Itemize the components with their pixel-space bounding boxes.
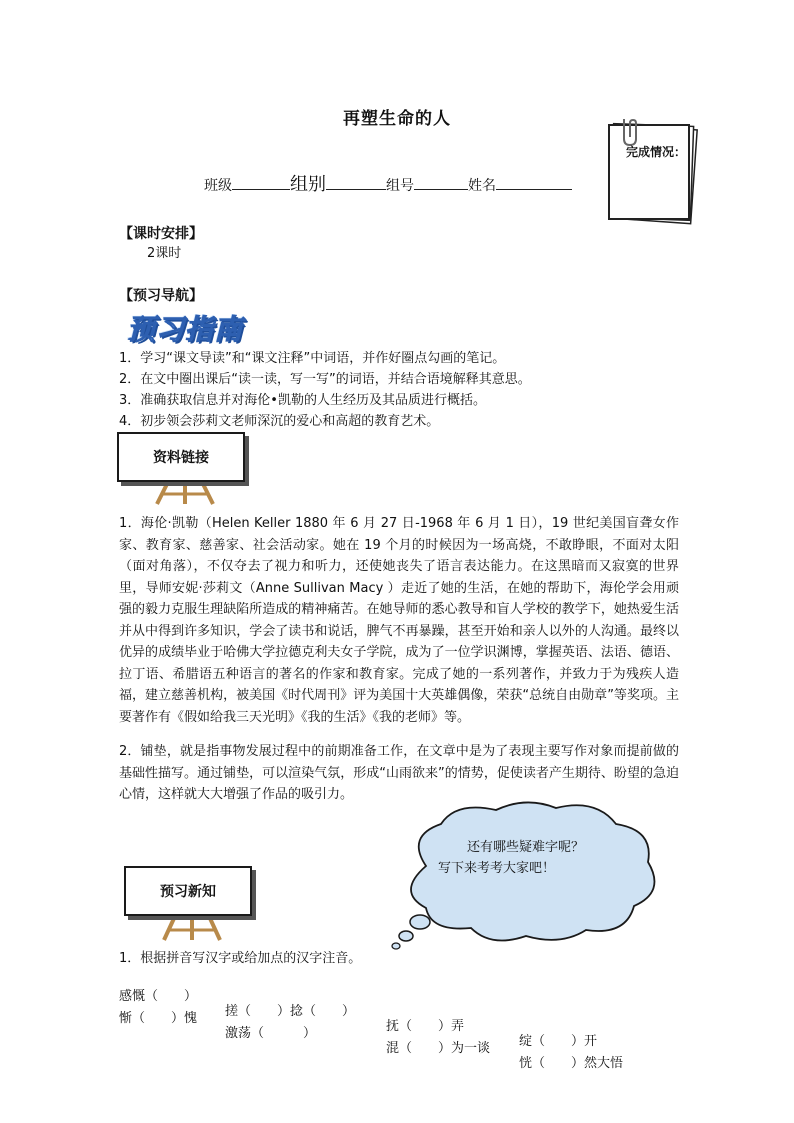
blank-item[interactable]: 搓（ ）捻（ ） [225, 1004, 356, 1019]
completion-stamp [604, 117, 700, 225]
materials-easel [117, 432, 252, 506]
blank-item[interactable]: 抚（ ）弄 [386, 1019, 465, 1034]
materials-paragraph-1: 1．海伦·凯勒（Helen Keller 1880 年 6 月 27 日-1968 年 6 月 1 日），19 世纪美国盲聋女作家、教育家、慈善家、社会活动家。她在 19 个月的时候因为一场高烧，不敢睁眼，不面对太阳（面对角落），不仅夺去了视力和听力，还使她丧失了语言表达能力。在这黑暗而又寂寞的世界里，导师安妮·莎莉文（Anne Sullivan Macy ）走近了她的生活，在她的帮助下，海伦学会用顽强的毅力克服生理缺陷所造成的精神痛苦。在她导师的悉心教导和盲人学校的教学下，她热爱生活并从中得到许多知识，学会了读书和说话，脾气不再暴躁，甚至开始和亲人以外的人沟通。最终以优异的成绩毕业于哈佛大学拉德克利夫女子学院，成为了一位学识渊博，掌握英语、法语、德语、拉丁语、希腊语五种语言的著名的作家和教育家。完成了她的一系列著作，并致力于为残疾人造福，建立慈善机构，被美国《时代周刊》评为美国十大英雄偶像，荣获“总统自由勋章”等奖项。主要著作有《假如给我三天光明》《我的生活》《我的老师》等。 [119, 516, 679, 725]
cloud-line-2: 写下来考考大家吧！ [438, 861, 556, 876]
group-number-field[interactable] [414, 175, 468, 190]
group-field[interactable] [326, 175, 386, 190]
new-knowledge-easel [124, 866, 259, 942]
student-info-line [204, 170, 572, 196]
schedule-value: 2课时 [147, 246, 182, 261]
blank-item[interactable]: 绽（ ）开 [519, 1034, 598, 1049]
preview-list [119, 348, 699, 432]
list-item: 4．初步领会莎莉文老师深沉的爱心和高超的教育艺术。 [119, 414, 440, 429]
name-label: 姓名 [468, 178, 496, 194]
page-title: 再塑生命的人 [343, 109, 451, 129]
class-label: 班级 [204, 178, 232, 194]
class-field[interactable] [232, 175, 290, 190]
list-item: 2．在文中圈出课后“读一读，写一写”的词语，并结合语境解释其意思。 [119, 372, 531, 387]
list-item: 1．学习“课文导读”和“课文注释”中词语，并作好圈点勾画的笔记。 [119, 351, 506, 366]
blank-item[interactable]: 感慨（ ） [119, 989, 198, 1004]
schedule-heading: 【课时安排】 [119, 226, 203, 242]
preview-guide-wordart: 预习指南 [127, 313, 244, 346]
preview-nav-heading: 【预习导航】 [119, 288, 203, 304]
completion-label: 完成情况： [626, 145, 687, 159]
materials-board: 资料链接 [117, 432, 245, 482]
group-number-label: 组号 [386, 178, 414, 194]
blank-item[interactable]: 惭（ ）愧 [119, 1011, 198, 1026]
cloud-line-1: 还有哪些疑难字呢？ [467, 840, 585, 855]
question-1: 1．根据拼音写汉字或给加点的汉字注音。 [119, 951, 362, 966]
blank-item[interactable]: 激荡（ ） [225, 1026, 317, 1041]
new-knowledge-board: 预习新知 [124, 866, 252, 916]
group-label: 组别 [290, 174, 326, 195]
list-item: 3．准确获取信息并对海伦•凯勒的人生经历及其品质进行概括。 [119, 393, 486, 408]
name-field[interactable] [496, 175, 572, 190]
blank-item[interactable]: 混（ ）为一谈 [386, 1041, 491, 1056]
blank-item[interactable]: 恍（ ）然大悟 [519, 1056, 624, 1071]
materials-paragraph-2: 2．铺垫，就是指事物发展过程中的前期准备工作，在文章中是为了表现主要写作对象而提前做的基础性描写。通过铺垫，可以渲染气氛，形成“山雨欲来”的情势，促使读者产生期待、盼望的急迫心情，这样就大大增强了作品的吸引力。 [119, 744, 679, 802]
